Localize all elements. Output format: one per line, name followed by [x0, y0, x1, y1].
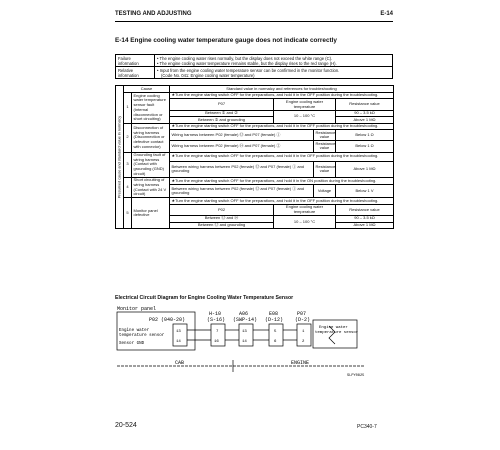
relative-text [155, 67, 393, 79]
cell: 90 – 3.5 kΩ [336, 216, 394, 222]
col-header: Resistance value [336, 99, 394, 110]
p07-label: P07 [297, 311, 307, 317]
row-note: ★Turn the engine starting switch OFF for the preparations, and hold it in the OFF position during the troubleshooting. [170, 93, 394, 99]
cell: Below 1 Ω [336, 141, 394, 152]
page-header [115, 11, 393, 22]
row-note: ★Turn the engine starting switch OFF for the preparations, and hold it in the OFF position during the troubleshooting. [170, 152, 394, 161]
pin-label: 16 [214, 340, 219, 344]
diagram-code: SLPY0825 [347, 374, 365, 378]
pin-label: 14 [176, 340, 181, 344]
pin-label: 6 [274, 340, 277, 344]
row-cause: Disconnection of wiring harness (Disconnection or defective contact with connector) [132, 123, 170, 152]
row-cause: Monitor panel defective [132, 198, 170, 229]
vertical-label: Presumed cause and standard value in normalcy [117, 115, 122, 199]
cell: Below 1 Ω [336, 130, 394, 141]
col-header: P02 [170, 204, 274, 215]
cell: 10 – 100 °C [274, 216, 336, 229]
cell: Between ② and grounding [170, 117, 274, 123]
row-number: 2 [124, 123, 132, 152]
vertical-label-cell [116, 86, 124, 229]
cell: Above 1 MΩ [336, 222, 394, 228]
relative-item: (Code No. 041: Engine cooling water temperature) [161, 72, 255, 78]
page-number: 20-524 [115, 422, 137, 429]
monitor-text-1: Engine water [119, 329, 150, 333]
pin-label: 5 [274, 330, 277, 334]
cell: Wiring harness between P02 (female) ⑬ and P07 (female) ① [170, 130, 314, 141]
relative-item: • Input from the engine cooling water temperature sensor can be confirmed in the monitor function. [157, 67, 340, 73]
cause-header: Cause [124, 86, 170, 93]
engine-label: ENGINE [291, 360, 310, 366]
sensor-text-1: Engine water [319, 326, 348, 330]
cell: 90 – 3.5 kΩ [336, 110, 394, 116]
row-note: ★Turn the engine starting switch OFF for the preparations, and hold it in the OFF position during the troubleshooting. [170, 123, 394, 129]
row-number: 5 [124, 198, 132, 229]
cell: Resistance value [315, 140, 336, 151]
pin-label: 13 [176, 330, 181, 334]
pin-label: 1 [302, 330, 305, 334]
cell: Between wiring harness between P02 (female) ⑬ and P07 (female) ① and grounding [170, 161, 314, 177]
e08-label: E08 [269, 311, 279, 317]
troubleshooting-table [115, 85, 394, 229]
col-header: Engine cooling water temperature [274, 99, 336, 110]
row-cause: Grounding fault of wiring harness (Contact with grounding (GND) circuit) [132, 152, 170, 177]
h10-sub: (S-16) [207, 317, 226, 323]
e08-sub: (D-12) [265, 317, 284, 323]
cell: Resistance value [314, 161, 336, 177]
failure-item: • The engine cooling water rises normally, but the display does not exceed the white range (C). [157, 55, 333, 61]
a06-label: A06 [239, 311, 249, 317]
monitor-text-3: Sensor GND [119, 342, 145, 346]
row-number: 1 [124, 93, 132, 124]
pin-label: 14 [242, 340, 247, 344]
pin-label: 7 [216, 330, 219, 334]
cell: 10 – 100 °C [274, 110, 336, 123]
relative-label: Relative information [116, 67, 155, 79]
model-code: PC340-7 [357, 424, 377, 430]
diagram-title: Electrical Circuit Diagram for Engine Cooling Water Temperature Sensor [115, 295, 294, 301]
cell: Between ⑬ and grounding [170, 222, 274, 228]
cell: Between wiring harness between P02 (female) ⑬ and P07 (female) ① and grounding [170, 185, 314, 198]
monitor-panel-label: Monitor panel [117, 306, 157, 312]
cell: Voltage [314, 185, 336, 198]
failure-text [155, 55, 393, 67]
std-header: Standard value in normalcy and references for troubleshooting [170, 86, 394, 93]
cab-label: CAB [175, 360, 185, 366]
pin-label: 2 [302, 340, 305, 344]
row-cause: Short circuiting of wiring harness (Contact with 24 V circuit) [132, 177, 170, 198]
failure-item: • The engine cooling water temperature remains stable, but the display rises to the red range (H). [157, 60, 337, 66]
a06-sub: (SWP-14) [233, 317, 258, 323]
p02-label: P02 (040-20) [149, 317, 186, 323]
cell: Resistance value [315, 129, 336, 140]
h10-label: H-10 [209, 311, 222, 317]
cell: Above 1 MΩ [336, 161, 394, 177]
monitor-text-2: temperature sensor [119, 334, 165, 338]
cell: Below 1 V [336, 185, 394, 198]
cell: Above 1 MΩ [336, 117, 394, 123]
cell: Between ① and ② [170, 110, 274, 116]
row-cause: Engine cooling water temperature sensor fault (Internal disconnection or short circuiting) [132, 93, 170, 124]
failure-label: Failure information [116, 55, 155, 67]
cell: Wiring harness between P02 (female) ⑭ and P07 (female) ② [170, 141, 314, 152]
row-note: ★Turn the engine starting switch OFF for the preparations, and hold it in the OFF position during the troubleshooting. [170, 198, 394, 204]
pin-label: 13 [242, 330, 247, 334]
sensor-text-2: temperature sensor [315, 331, 359, 335]
header-section-title: TESTING AND ADJUSTING [115, 11, 192, 17]
col-header: P07 [170, 99, 274, 110]
circuit-diagram [115, 304, 385, 404]
row-number: 3 [124, 152, 132, 177]
row-number: 4 [124, 177, 132, 198]
col-header: Engine cooling water temperature [274, 204, 336, 215]
p07-sub: (D-2) [295, 317, 311, 323]
cell: Between ⑬ and ⑭ [170, 216, 274, 222]
header-code: E-14 [380, 11, 393, 17]
row-note: ★Turn the engine starting switch OFF for the preparations, and hold it in the ON position during the troubleshooting. [170, 177, 394, 185]
info-table [115, 54, 393, 79]
col-header: Resistance value [336, 204, 394, 215]
page-title: E-14 Engine cooling water temperature gauge does not indicate correctly [115, 37, 337, 44]
